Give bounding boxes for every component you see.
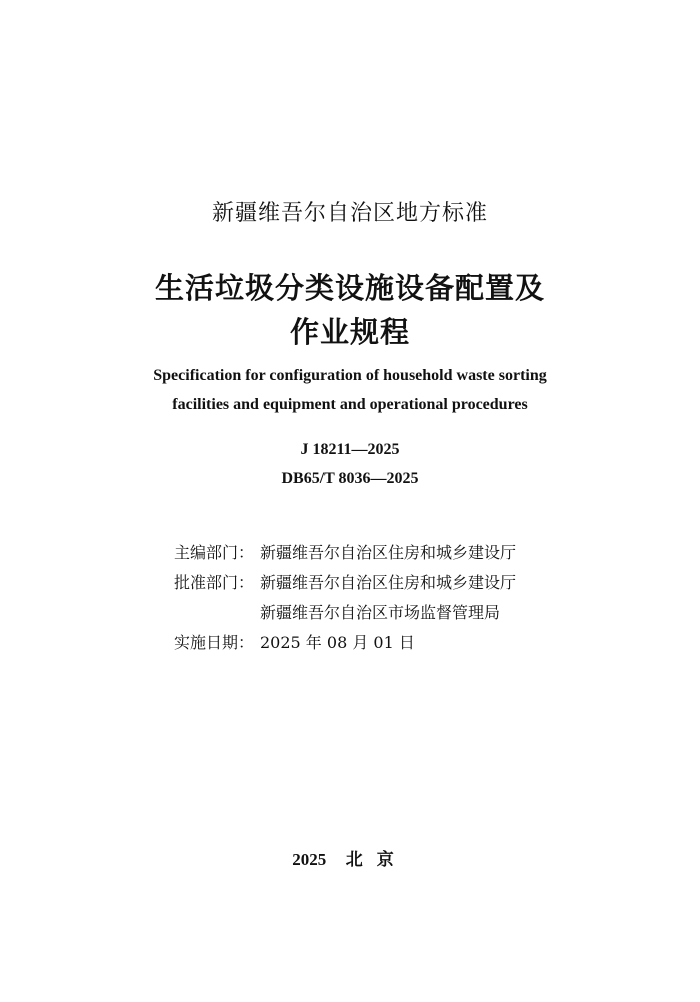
editor-row (174, 538, 516, 568)
approver-value-1: 新疆维吾尔自治区住房和城乡建设厅 (260, 573, 517, 592)
title-cn-line1: 生活垃圾分类设施设备配置及 (154, 271, 545, 305)
publication-footer (0, 845, 700, 870)
approver-row-continued (174, 598, 516, 628)
approver-value-2: 新疆维吾尔自治区市场监督管理局 (260, 603, 501, 622)
standard-number: DB65/T 8036—2025 (281, 470, 419, 487)
standard-type-heading: 新疆维吾尔自治区地方标准 (211, 201, 488, 226)
editor-label: 主编部门： (174, 543, 255, 562)
date-label: 实施日期： (174, 633, 255, 652)
title-en-line2: facilities and equipment and operational procedures (172, 396, 528, 413)
editor-value: 新疆维吾尔自治区住房和城乡建设厅 (260, 543, 517, 562)
publication-year: 2025 (292, 850, 327, 869)
publication-info (174, 538, 516, 658)
approver-label: 批准部门： (174, 573, 255, 592)
date-row (174, 628, 516, 658)
title-cn-line2: 作业规程 (289, 315, 410, 349)
title-en-line1: Specification for configuration of household waste sorting (153, 367, 547, 384)
date-value: 2025 年 08 月 01 日 (260, 633, 415, 652)
publication-city: 北京 (345, 850, 408, 870)
record-number: J 18211—2025 (300, 441, 400, 458)
approver-label-spacer (174, 598, 260, 628)
approver-row (174, 568, 516, 598)
